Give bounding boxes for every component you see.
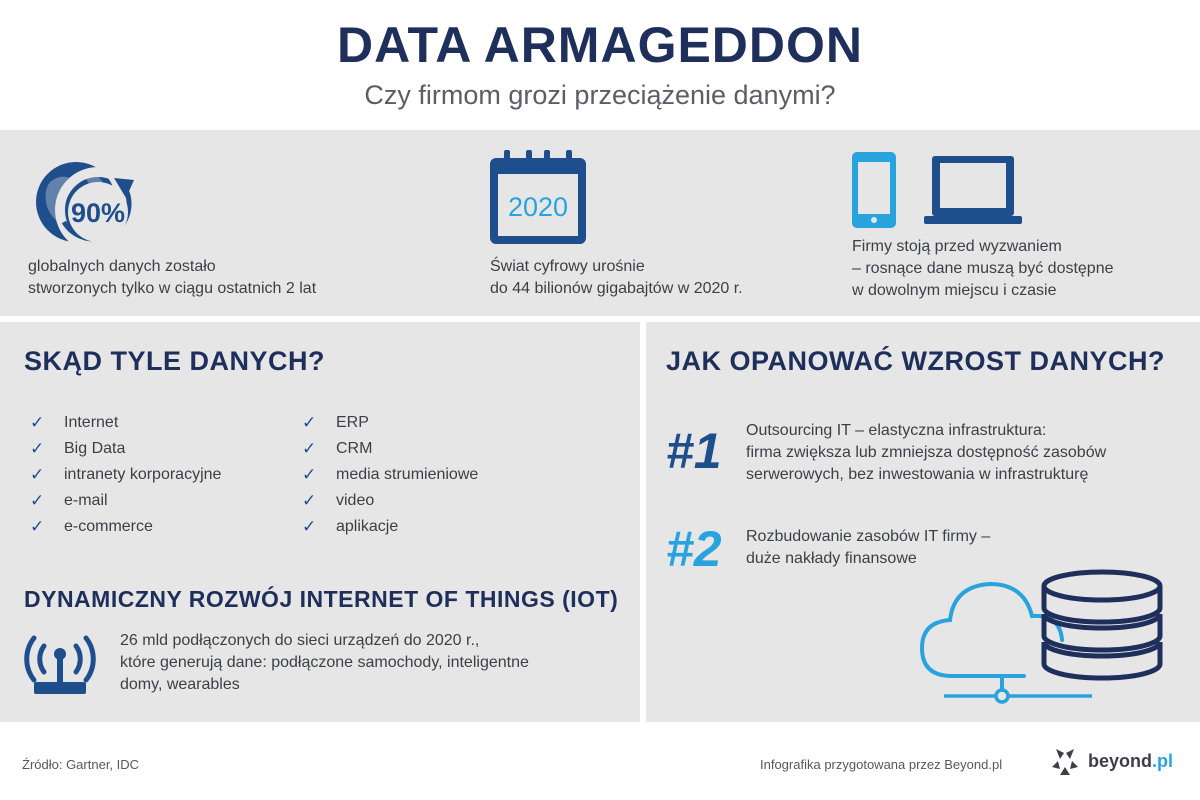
stat-value: 90%	[70, 198, 126, 228]
page-subtitle: Czy firmom grozi przeciążenie danymi?	[364, 80, 836, 110]
check-icon: ✓	[30, 491, 45, 510]
page-title: DATA ARMAGEDDON	[336, 17, 864, 73]
brand-logo	[1048, 745, 1188, 779]
strategy-number: #2	[666, 521, 722, 577]
sources-list-right	[298, 410, 598, 540]
check-icon: ✓	[302, 517, 317, 536]
sources-panel	[0, 322, 640, 722]
brand-name: beyond.pl	[1088, 751, 1174, 771]
strategy-number: #1	[666, 423, 722, 479]
strategy-description: Rozbudowanie zasobów IT firmy – duże nakłady finansowe	[746, 528, 991, 567]
calendar-icon	[488, 148, 588, 248]
iot-heading: DYNAMICZNY ROZWÓJ INTERNET OF THINGS (IOT)	[24, 586, 619, 612]
list-item: ✓ CRM	[298, 436, 598, 462]
sources-list-left	[26, 410, 286, 540]
check-icon: ✓	[30, 439, 45, 458]
check-icon: ✓	[30, 517, 45, 536]
strategy-description: Outsourcing IT – elastyczna infrastruktura: firma zwiększa lub zmniejsza dostępność zasobów serwerowych, bez inwestowania w infrastrukturę	[746, 422, 1107, 483]
check-icon: ✓	[302, 465, 317, 484]
list-item: ✓ e-mail	[26, 488, 286, 514]
list-item: ✓ Internet	[26, 410, 286, 436]
list-item: ✓ ERP	[298, 410, 598, 436]
check-icon: ✓	[302, 439, 317, 458]
strategies-panel	[646, 322, 1200, 722]
list-item: ✓ media strumieniowe	[298, 462, 598, 488]
stat-description: globalnych danych zostało stworzonych tylko w ciągu ostatnich 2 lat	[28, 258, 317, 297]
check-icon: ✓	[30, 413, 45, 432]
antenna-icon	[20, 630, 100, 696]
strategies-heading: JAK OPANOWAĆ WZROST DANYCH?	[666, 346, 1165, 376]
list-item: ✓ e-commerce	[26, 514, 286, 540]
check-icon: ✓	[302, 491, 317, 510]
list-item: ✓ intranety korporacyjne	[26, 462, 286, 488]
stats-panel	[0, 130, 1200, 316]
stat-value: 2020	[507, 192, 569, 222]
credit-note: Infografika przygotowana przez Beyond.pl	[760, 757, 1003, 772]
source-note: Źródło: Gartner, IDC	[22, 757, 140, 772]
check-icon: ✓	[302, 413, 317, 432]
cloud-database-icon	[912, 566, 1174, 712]
iot-description: 26 mld podłączonych do sieci urządzeń do 2020 r., które generują dane: podłączone samochody, inteligentne domy, wearables	[120, 632, 529, 693]
check-icon: ✓	[30, 465, 45, 484]
devices-icon	[848, 150, 1024, 232]
sources-heading: SKĄD TYLE DANYCH?	[24, 346, 326, 376]
list-item: ✓ video	[298, 488, 598, 514]
logo-mark-icon	[1048, 745, 1082, 779]
stat-description: Świat cyfrowy urośnie do 44 bilionów gigabajtów w 2020 r.	[490, 258, 743, 297]
list-item: ✓ Big Data	[26, 436, 286, 462]
globe-arrow-icon	[28, 150, 146, 254]
list-item: ✓ aplikacje	[298, 514, 598, 540]
stat-description: Firmy stoją przed wyzwaniem – rosnące dane muszą być dostępne w dowolnym miejscu i czasie	[852, 238, 1114, 299]
